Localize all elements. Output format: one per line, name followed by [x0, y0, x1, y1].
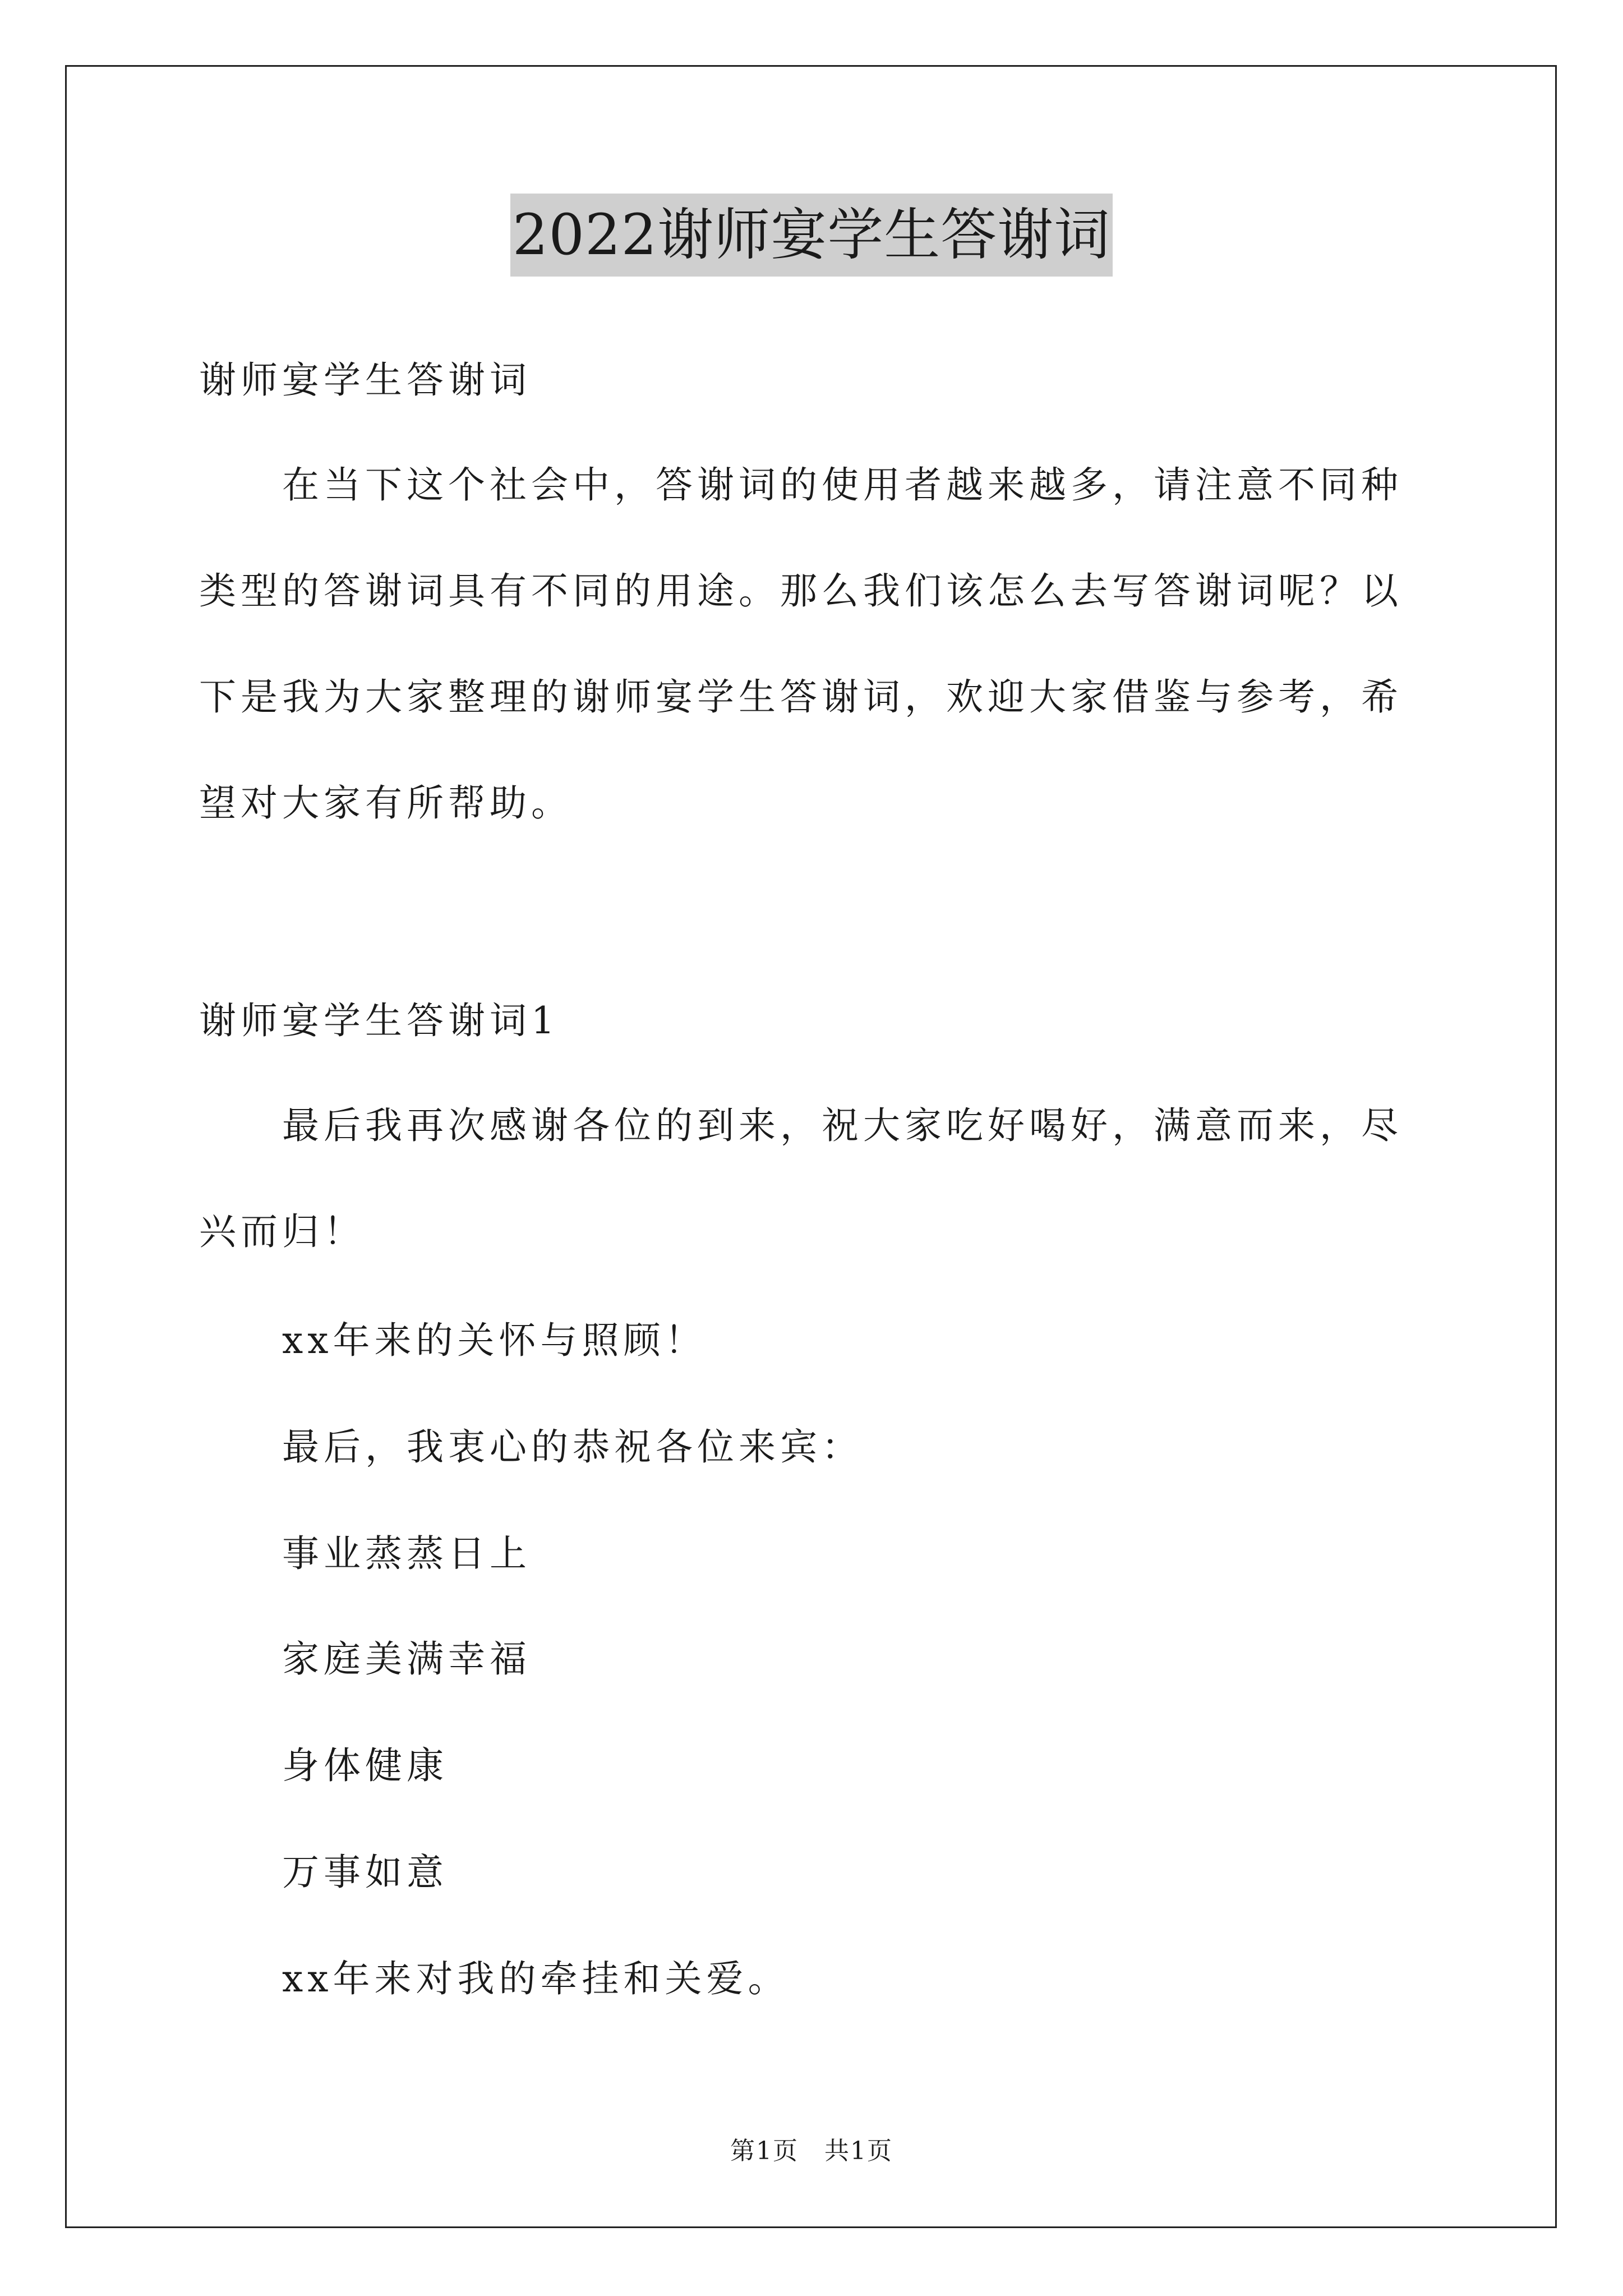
section-heading: 谢师宴学生答谢词1 [199, 999, 559, 1042]
body-line: 万事如意 [282, 1851, 448, 1894]
title-container [0, 194, 1623, 277]
body-line: 家庭美满幸福 [282, 1637, 531, 1681]
page-footer: 第1页 共1页 [730, 2137, 893, 2165]
intro-paragraph: 在当下这个社会中，答谢词的使用者越来越多，请注意不同种类型的答谢词具有不同的用途。那么我们该怎么去写答谢词呢？以下是我为大家整理的谢师宴学生答谢词，欢迎大家借鉴与参考，希望对大家有所帮助。 [199, 463, 1403, 825]
body-line: xx年来对我的牵挂和关爱。 [282, 1957, 790, 2000]
body-line: 最后，我衷心的恭祝各位来宾： [282, 1425, 863, 1469]
document-title: 2022谢师宴学生答谢词 [510, 194, 1113, 277]
subtitle: 谢师宴学生答谢词 [199, 358, 531, 402]
body-line: xx年来的关怀与照顾！ [282, 1319, 707, 1362]
section-paragraph: 最后我再次感谢各位的到来，祝大家吃好喝好，满意而来，尽兴而归！ [199, 1104, 1403, 1253]
body-line: 身体健康 [282, 1744, 448, 1787]
body-line: 事业蒸蒸日上 [282, 1532, 531, 1575]
